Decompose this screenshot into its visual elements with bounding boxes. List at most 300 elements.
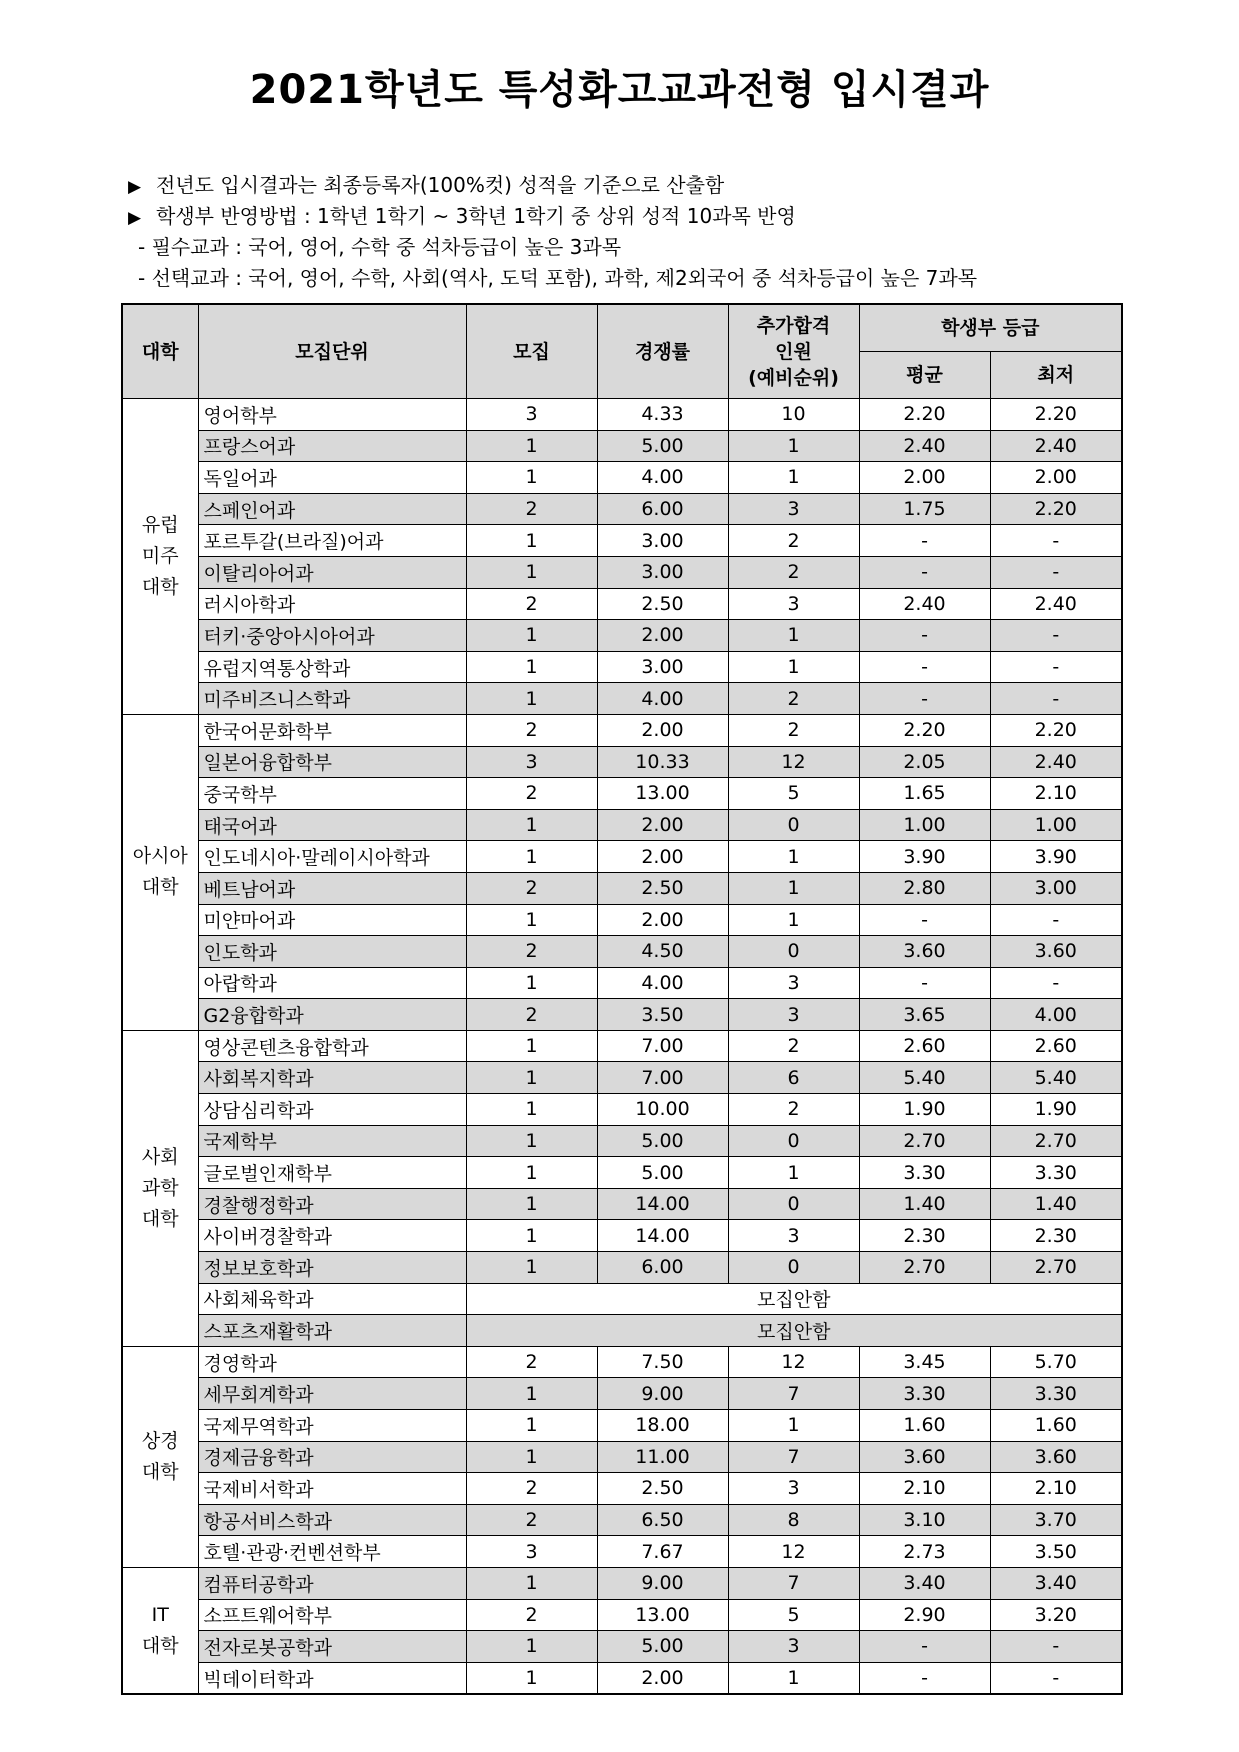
avg-cell: 2.70 (859, 1125, 990, 1157)
quota-cell: 1 (466, 809, 597, 841)
extra-cell: 12 (728, 1346, 859, 1378)
table-row (122, 936, 1122, 968)
avg-cell: 2.40 (859, 588, 990, 620)
avg-cell: - (859, 556, 990, 588)
table-row (122, 1378, 1122, 1410)
college-name-line: 미주 (141, 544, 179, 567)
header-avg: 평균 (859, 352, 990, 399)
extra-cell: 0 (728, 936, 859, 968)
avg-cell: 2.73 (859, 1536, 990, 1568)
table-row (122, 1504, 1122, 1536)
table-row (122, 430, 1122, 462)
note-text: 학생부 반영방법 : 1학년 1학기 ~ 3학년 1학기 중 상위 성적 10과목 반영 (156, 204, 796, 228)
quota-cell: 2 (466, 1473, 597, 1505)
avg-cell: 2.30 (859, 1220, 990, 1252)
min-cell: 5.40 (990, 1062, 1122, 1094)
avg-cell: 1.65 (859, 778, 990, 810)
table-row (122, 999, 1122, 1031)
quota-cell: 1 (466, 904, 597, 936)
extra-cell: 2 (728, 683, 859, 715)
avg-cell: 2.70 (859, 1252, 990, 1284)
ratio-cell: 2.00 (597, 841, 728, 873)
quota-cell: 2 (466, 588, 597, 620)
unit-cell: 미주비즈니스학과 (198, 683, 466, 715)
table-row (122, 809, 1122, 841)
avg-cell: 3.40 (859, 1567, 990, 1599)
header-unit: 모집단위 (198, 304, 466, 399)
avg-cell: 2.60 (859, 1030, 990, 1062)
college-name-line: 대학 (141, 1460, 179, 1483)
unit-cell: 미얀마어과 (198, 904, 466, 936)
unit-cell: 국제학부 (198, 1125, 466, 1157)
min-cell: 3.60 (990, 1441, 1122, 1473)
avg-cell: 2.20 (859, 714, 990, 746)
min-cell: 4.00 (990, 999, 1122, 1031)
table-row (122, 1315, 1122, 1347)
extra-cell: 2 (728, 1030, 859, 1062)
quota-cell: 1 (466, 1662, 597, 1694)
extra-cell: 1 (728, 1662, 859, 1694)
extra-cell: 3 (728, 999, 859, 1031)
header-min: 최저 (990, 352, 1122, 399)
unit-cell: 빅데이터학과 (198, 1662, 466, 1694)
avg-cell: - (859, 967, 990, 999)
ratio-cell: 7.00 (597, 1030, 728, 1062)
quota-cell: 3 (466, 746, 597, 778)
avg-cell: 3.90 (859, 841, 990, 873)
min-cell: 3.40 (990, 1567, 1122, 1599)
quota-cell: 2 (466, 778, 597, 810)
quota-cell: 1 (466, 683, 597, 715)
avg-cell: 1.60 (859, 1410, 990, 1442)
extra-cell: 0 (728, 1252, 859, 1284)
min-cell: 2.20 (990, 399, 1122, 431)
min-cell: - (990, 620, 1122, 652)
ratio-cell: 4.50 (597, 936, 728, 968)
quota-cell: 1 (466, 841, 597, 873)
unit-cell: 한국어문화학부 (198, 714, 466, 746)
extra-cell: 12 (728, 1536, 859, 1568)
min-cell: 2.40 (990, 430, 1122, 462)
table-row (122, 399, 1122, 431)
quota-cell: 1 (466, 1252, 597, 1284)
quota-cell: 3 (466, 399, 597, 431)
extra-cell: 2 (728, 714, 859, 746)
min-cell: 2.10 (990, 1473, 1122, 1505)
header-extra: 추가합격 인원 (예비순위) (728, 304, 859, 399)
min-cell: - (990, 556, 1122, 588)
college-cell (122, 1030, 198, 1346)
ratio-cell: 18.00 (597, 1410, 728, 1442)
quota-cell: 1 (466, 1125, 597, 1157)
unit-cell: 호텔·관광·컨벤션학부 (198, 1536, 466, 1568)
unit-cell: 영어학부 (198, 399, 466, 431)
extra-cell: 7 (728, 1378, 859, 1410)
min-cell: - (990, 525, 1122, 557)
avg-cell: 5.40 (859, 1062, 990, 1094)
min-cell: 3.90 (990, 841, 1122, 873)
unit-cell: 경영학과 (198, 1346, 466, 1378)
avg-cell: - (859, 525, 990, 557)
min-cell: 3.50 (990, 1536, 1122, 1568)
ratio-cell: 10.00 (597, 1094, 728, 1126)
avg-cell: 2.10 (859, 1473, 990, 1505)
unit-cell: 사회체육학과 (198, 1283, 466, 1315)
bullet-arrow-icon: ▶ (128, 177, 142, 197)
ratio-cell: 3.00 (597, 525, 728, 557)
table-row (122, 904, 1122, 936)
note-line (128, 170, 977, 201)
college-cell (122, 1567, 198, 1694)
min-cell: 3.30 (990, 1157, 1122, 1189)
ratio-cell: 2.50 (597, 872, 728, 904)
avg-cell: 1.00 (859, 809, 990, 841)
avg-cell: 2.90 (859, 1599, 990, 1631)
college-name-line: 대학 (141, 1207, 179, 1230)
extra-cell: 1 (728, 430, 859, 462)
table-row (122, 746, 1122, 778)
unit-cell: 스포츠재활학과 (198, 1315, 466, 1347)
quota-cell: 1 (466, 430, 597, 462)
extra-cell: 2 (728, 1094, 859, 1126)
extra-cell: 3 (728, 588, 859, 620)
extra-cell: 1 (728, 462, 859, 494)
avg-cell: 1.40 (859, 1188, 990, 1220)
min-cell: 2.40 (990, 746, 1122, 778)
unit-cell: 영상콘텐츠융합학과 (198, 1030, 466, 1062)
unit-cell: G2융합학과 (198, 999, 466, 1031)
quota-cell: 2 (466, 493, 597, 525)
ratio-cell: 4.33 (597, 399, 728, 431)
extra-cell: 5 (728, 1599, 859, 1631)
ratio-cell: 2.00 (597, 1662, 728, 1694)
table-row (122, 1188, 1122, 1220)
ratio-cell: 4.00 (597, 683, 728, 715)
avg-cell: 2.80 (859, 872, 990, 904)
ratio-cell: 3.00 (597, 556, 728, 588)
avg-cell: - (859, 651, 990, 683)
ratio-cell: 2.50 (597, 1473, 728, 1505)
ratio-cell: 14.00 (597, 1188, 728, 1220)
results-table (121, 303, 1123, 1695)
college-name-line: 상경 (141, 1429, 179, 1452)
unit-cell: 항공서비스학과 (198, 1504, 466, 1536)
min-cell: - (990, 904, 1122, 936)
min-cell: 2.70 (990, 1252, 1122, 1284)
note-text: 필수교과 : 국어, 영어, 수학 중 석차등급이 높은 3과목 (151, 235, 622, 259)
table-row (122, 683, 1122, 715)
college-name-line: 대학 (141, 1634, 179, 1657)
extra-cell: 3 (728, 493, 859, 525)
dash-marker: - (138, 235, 146, 259)
extra-cell: 1 (728, 1157, 859, 1189)
avg-cell: 2.05 (859, 746, 990, 778)
unit-cell: 상담심리학과 (198, 1094, 466, 1126)
min-cell: - (990, 967, 1122, 999)
extra-cell: 2 (728, 556, 859, 588)
quota-cell: 1 (466, 620, 597, 652)
ratio-cell: 10.33 (597, 746, 728, 778)
extra-cell: 0 (728, 1125, 859, 1157)
ratio-cell: 2.00 (597, 809, 728, 841)
unit-cell: 세무회계학과 (198, 1378, 466, 1410)
table-row (122, 1157, 1122, 1189)
ratio-cell: 5.00 (597, 1125, 728, 1157)
ratio-cell: 2.00 (597, 714, 728, 746)
ratio-cell: 5.00 (597, 1631, 728, 1663)
avg-cell: 3.60 (859, 1441, 990, 1473)
unit-cell: 인도네시아·말레이시아학과 (198, 841, 466, 873)
quota-cell: 2 (466, 872, 597, 904)
ratio-cell: 3.00 (597, 651, 728, 683)
min-cell: 1.60 (990, 1410, 1122, 1442)
avg-cell: 3.60 (859, 936, 990, 968)
table-row (122, 1410, 1122, 1442)
extra-cell: 6 (728, 1062, 859, 1094)
table-row (122, 1220, 1122, 1252)
ratio-cell: 7.00 (597, 1062, 728, 1094)
extra-cell: 3 (728, 1473, 859, 1505)
table-row (122, 1536, 1122, 1568)
ratio-cell: 9.00 (597, 1567, 728, 1599)
note-line (128, 263, 977, 294)
table-row (122, 493, 1122, 525)
ratio-cell: 6.00 (597, 493, 728, 525)
unit-cell: 독일어과 (198, 462, 466, 494)
quota-cell: 1 (466, 1567, 597, 1599)
ratio-cell: 5.00 (597, 430, 728, 462)
bullet-arrow-icon: ▶ (128, 208, 142, 228)
unit-cell: 베트남어과 (198, 872, 466, 904)
unit-cell: 글로벌인재학부 (198, 1157, 466, 1189)
ratio-cell: 2.00 (597, 904, 728, 936)
header-quota: 모집 (466, 304, 597, 399)
table-body (122, 399, 1122, 1695)
unit-cell: 유럽지역통상학과 (198, 651, 466, 683)
quota-cell: 1 (466, 1157, 597, 1189)
table-row (122, 620, 1122, 652)
table-row (122, 841, 1122, 873)
quota-cell: 1 (466, 462, 597, 494)
unit-cell: 포르투갈(브라질)어과 (198, 525, 466, 557)
table-row (122, 1441, 1122, 1473)
unit-cell: 태국어과 (198, 809, 466, 841)
quota-cell: 2 (466, 714, 597, 746)
quota-cell: 1 (466, 1631, 597, 1663)
table-row (122, 556, 1122, 588)
ratio-cell: 6.50 (597, 1504, 728, 1536)
not-recruiting-cell: 모집안함 (466, 1283, 1122, 1315)
note-text: 전년도 입시결과는 최종등록자(100%컷) 성적을 기준으로 산출함 (156, 173, 725, 197)
min-cell: 2.20 (990, 714, 1122, 746)
header-college: 대학 (122, 304, 198, 399)
table-row (122, 1346, 1122, 1378)
avg-cell: - (859, 620, 990, 652)
avg-cell: 3.30 (859, 1157, 990, 1189)
min-cell: - (990, 1662, 1122, 1694)
table-row (122, 1125, 1122, 1157)
header-ratio: 경쟁률 (597, 304, 728, 399)
quota-cell: 1 (466, 1062, 597, 1094)
table-row (122, 872, 1122, 904)
table-row (122, 1030, 1122, 1062)
min-cell: 2.70 (990, 1125, 1122, 1157)
quota-cell: 2 (466, 1599, 597, 1631)
not-recruiting-cell: 모집안함 (466, 1315, 1122, 1347)
extra-cell: 1 (728, 841, 859, 873)
table-row (122, 1567, 1122, 1599)
quota-cell: 2 (466, 936, 597, 968)
min-cell: - (990, 651, 1122, 683)
avg-cell: 3.45 (859, 1346, 990, 1378)
ratio-cell: 3.50 (597, 999, 728, 1031)
table-row (122, 1662, 1122, 1694)
ratio-cell: 11.00 (597, 1441, 728, 1473)
table-row (122, 462, 1122, 494)
college-cell (122, 1346, 198, 1567)
ratio-cell: 2.50 (597, 588, 728, 620)
document-title: 2021학년도 특성화고교과전형 입시결과 (249, 67, 990, 113)
extra-cell: 7 (728, 1441, 859, 1473)
extra-cell: 0 (728, 1188, 859, 1220)
min-cell: 2.40 (990, 588, 1122, 620)
extra-cell: 1 (728, 620, 859, 652)
extra-cell: 0 (728, 809, 859, 841)
min-cell: 2.00 (990, 462, 1122, 494)
ratio-cell: 4.00 (597, 967, 728, 999)
ratio-cell: 2.00 (597, 620, 728, 652)
unit-cell: 컴퓨터공학과 (198, 1567, 466, 1599)
quota-cell: 2 (466, 999, 597, 1031)
unit-cell: 터키·중앙아시아어과 (198, 620, 466, 652)
unit-cell: 사이버경찰학과 (198, 1220, 466, 1252)
extra-cell: 2 (728, 525, 859, 557)
quota-cell: 1 (466, 1188, 597, 1220)
table-row (122, 778, 1122, 810)
min-cell: 1.00 (990, 809, 1122, 841)
extra-cell: 8 (728, 1504, 859, 1536)
unit-cell: 인도학과 (198, 936, 466, 968)
college-cell (122, 714, 198, 1030)
min-cell: 2.60 (990, 1030, 1122, 1062)
extra-cell: 7 (728, 1567, 859, 1599)
quota-cell: 1 (466, 1094, 597, 1126)
ratio-cell: 6.00 (597, 1252, 728, 1284)
table-row (122, 651, 1122, 683)
extra-cell: 1 (728, 651, 859, 683)
quota-cell: 3 (466, 1536, 597, 1568)
extra-cell: 1 (728, 904, 859, 936)
ratio-cell: 7.67 (597, 1536, 728, 1568)
min-cell: - (990, 1631, 1122, 1663)
min-cell: 3.60 (990, 936, 1122, 968)
avg-cell: 3.30 (859, 1378, 990, 1410)
min-cell: 3.70 (990, 1504, 1122, 1536)
unit-cell: 정보보호학과 (198, 1252, 466, 1284)
extra-cell: 3 (728, 1631, 859, 1663)
table-row (122, 1473, 1122, 1505)
table-row (122, 525, 1122, 557)
avg-cell: 2.40 (859, 430, 990, 462)
table-row (122, 1252, 1122, 1284)
quota-cell: 2 (466, 1346, 597, 1378)
extra-cell: 12 (728, 746, 859, 778)
avg-cell: 3.65 (859, 999, 990, 1031)
min-cell: 3.20 (990, 1599, 1122, 1631)
min-cell: 1.40 (990, 1188, 1122, 1220)
ratio-cell: 7.50 (597, 1346, 728, 1378)
extra-cell: 5 (728, 778, 859, 810)
unit-cell: 국제비서학과 (198, 1473, 466, 1505)
unit-cell: 경제금융학과 (198, 1441, 466, 1473)
unit-cell: 스페인어과 (198, 493, 466, 525)
avg-cell: - (859, 904, 990, 936)
extra-cell: 3 (728, 967, 859, 999)
unit-cell: 러시아학과 (198, 588, 466, 620)
unit-cell: 국제무역학과 (198, 1410, 466, 1442)
unit-cell: 아랍학과 (198, 967, 466, 999)
table-row (122, 714, 1122, 746)
table-row (122, 1062, 1122, 1094)
extra-cell: 3 (728, 1220, 859, 1252)
quota-cell: 1 (466, 1030, 597, 1062)
extra-cell: 10 (728, 399, 859, 431)
college-name-line: IT (151, 1603, 169, 1626)
unit-cell: 사회복지학과 (198, 1062, 466, 1094)
quota-cell: 1 (466, 967, 597, 999)
table-row (122, 1094, 1122, 1126)
ratio-cell: 4.00 (597, 462, 728, 494)
unit-cell: 프랑스어과 (198, 430, 466, 462)
unit-cell: 전자로봇공학과 (198, 1631, 466, 1663)
dash-marker: - (138, 266, 146, 290)
college-name-line: 아시아 (132, 845, 188, 868)
ratio-cell: 13.00 (597, 1599, 728, 1631)
table-row (122, 588, 1122, 620)
min-cell: 2.30 (990, 1220, 1122, 1252)
min-cell: - (990, 683, 1122, 715)
unit-cell: 이탈리아어과 (198, 556, 466, 588)
header-grade: 학생부 등급 (859, 304, 1122, 352)
note-line (128, 232, 977, 263)
college-name-line: 유럽 (141, 513, 179, 536)
quota-cell: 2 (466, 1504, 597, 1536)
min-cell: 2.10 (990, 778, 1122, 810)
unit-cell: 경찰행정학과 (198, 1188, 466, 1220)
unit-cell: 중국학부 (198, 778, 466, 810)
college-name-line: 사회 (141, 1145, 179, 1168)
ratio-cell: 5.00 (597, 1157, 728, 1189)
table-header (122, 304, 1122, 399)
college-cell (122, 399, 198, 715)
extra-cell: 1 (728, 872, 859, 904)
avg-cell: 2.00 (859, 462, 990, 494)
quota-cell: 1 (466, 556, 597, 588)
quota-cell: 1 (466, 525, 597, 557)
avg-cell: 1.75 (859, 493, 990, 525)
min-cell: 3.00 (990, 872, 1122, 904)
avg-cell: 2.20 (859, 399, 990, 431)
quota-cell: 1 (466, 1441, 597, 1473)
ratio-cell: 14.00 (597, 1220, 728, 1252)
quota-cell: 1 (466, 1410, 597, 1442)
extra-cell: 1 (728, 1410, 859, 1442)
min-cell: 5.70 (990, 1346, 1122, 1378)
unit-cell: 일본어융합학부 (198, 746, 466, 778)
avg-cell: - (859, 683, 990, 715)
quota-cell: 1 (466, 651, 597, 683)
notes-block (128, 170, 977, 294)
